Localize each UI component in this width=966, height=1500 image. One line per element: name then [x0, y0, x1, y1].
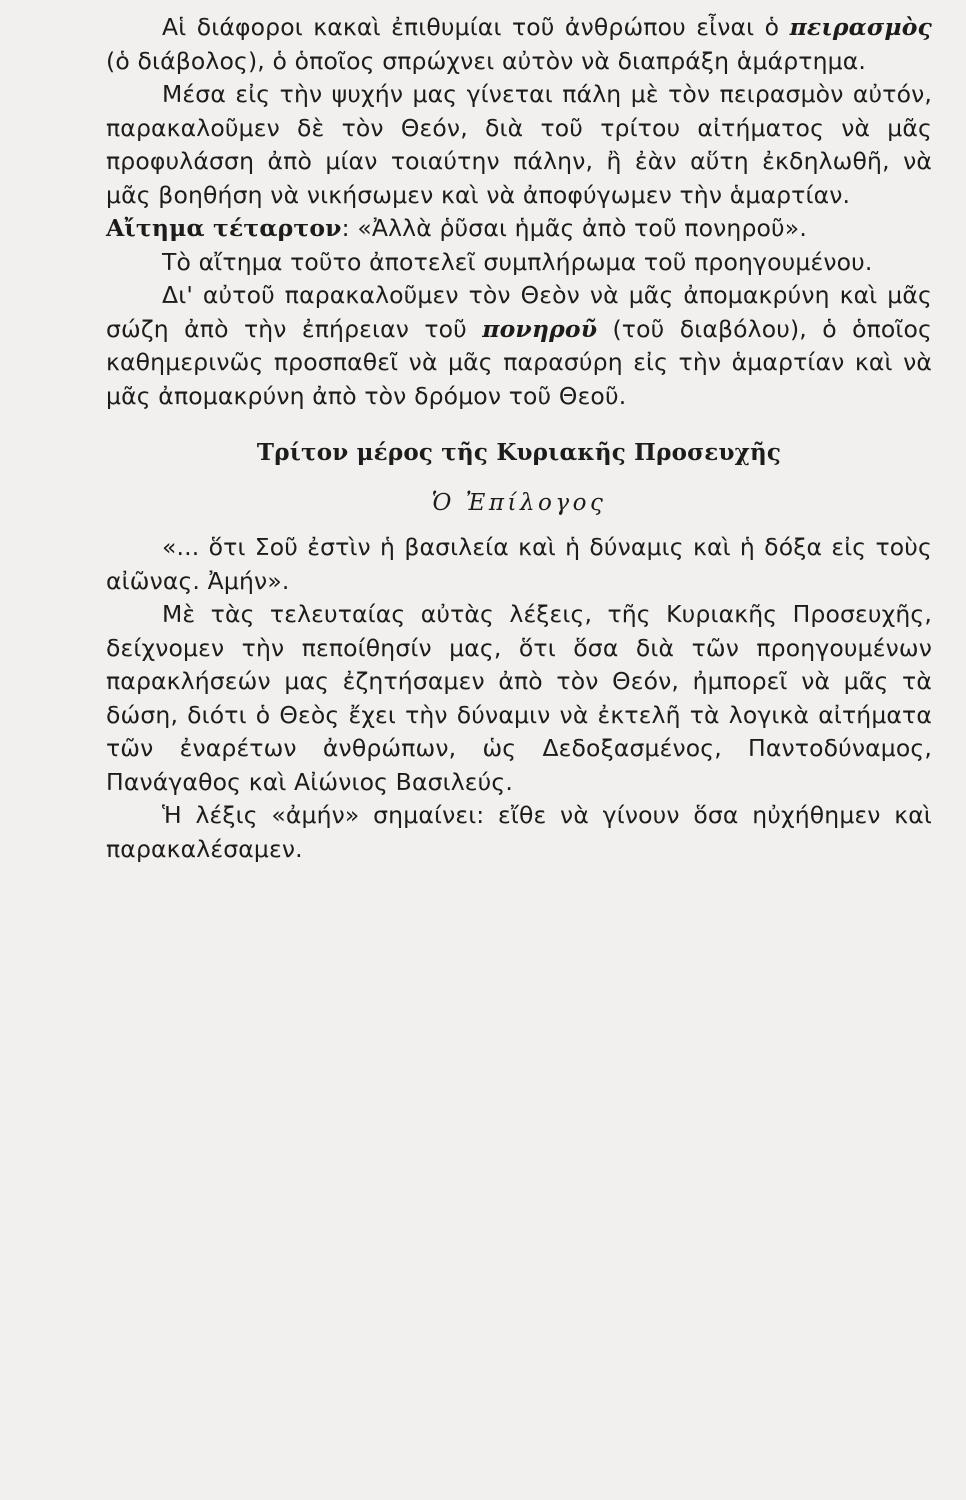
section-subheading: Ὁ Ἐπίλογος	[431, 490, 607, 516]
paragraph-doxology: «... ὅτι Σοῦ ἐστὶν ἡ βασιλεία καὶ ἡ δύναμις καὶ ἡ δόξα εἰς τοὺς αἰῶνας. Ἀμήν».	[106, 533, 932, 595]
paragraph-fourth-request	[106, 212, 932, 246]
document-page	[106, 0, 932, 866]
paragraph-last-words: Μὲ τὰς τελευταίας αὐτὰς λέξεις, τῆς Κυριακῆς Προσευχῆς, δείχνομεν τὴν πεποίθησίν μας, ὅτι ὅσα διὰ τῶν προηγουμένων παρακλήσεών μας ἐζητήσαμεν ἀπὸ τὸν Θεόν, ἠμπορεῖ νὰ μᾶς τὰ δώση, διότι ὁ Θεὸς ἔχει τὴν δύναμιν νὰ ἐκτελῆ τὰ λογικὰ αἰτήματα τῶν ἐναρέτων ἀνθρώπων, ὡς Δεδοξασμένος, Παντοδύναμος, Πανάγαθος καὶ Αἰώνιος Βασιλεύς.	[106, 600, 932, 796]
paragraph-amen: Ἡ λέξις «ἀμήν» σημαίνει: εἴθε νὰ γίνουν ὅσα ηὐχήθημεν καὶ παρακαλέσαμεν.	[106, 801, 932, 863]
fourth-request-label: Αἴτημα τέταρτον	[106, 214, 342, 242]
section-heading: Τρίτον μέρος τῆς Κυριακῆς Προσευχῆς	[256, 439, 782, 466]
paragraph-evil-one	[106, 279, 932, 413]
paragraph-supplement: Τὸ αἴτημα τοῦτο ἀποτελεῖ συμπλήρωμα τοῦ προηγουμένου.	[162, 247, 873, 276]
paragraph-text: (τοῦ διαβόλου), ὁ ὁποῖος καθημερινῶς προσπαθεῖ νὰ μᾶς παρασύρη εἰς τὴν ἁμαρτίαν καὶ νὰ μᾶς ἀπομακρύνη ἀπὸ τὸν δρόμον τοῦ Θεοῦ.	[106, 314, 932, 410]
emphasis-temptation: πειρασμὸς	[789, 13, 932, 41]
emphasis-evil-one: πονηροῦ	[482, 314, 598, 343]
paragraph-text: Αἱ διάφοροι κακαὶ ἐπιθυμίαι τοῦ ἀνθρώπου εἶναι ὁ	[162, 13, 790, 41]
paragraph-temptation	[106, 11, 932, 78]
paragraph-text: (ὁ διάβολος), ὁ ὁποῖος σπρώχνει αὐτὸν νὰ διαπράξη ἁμάρτημα.	[106, 46, 867, 75]
fourth-request-quote: : «Ἀλλὰ ῥῦσαι ἡμᾶς ἀπὸ τοῦ πονηροῦ».	[341, 214, 807, 242]
paragraph-struggle: Μέσα εἰς τὴν ψυχήν μας γίνεται πάλη μὲ τὸν πειρασμὸν αὐτόν, παρακαλοῦμεν δὲ τὸν Θεόν, διὰ τοῦ τρίτου αἰτήματος νὰ μᾶς προφυλάσση ἀπὸ μίαν τοιαύτην πάλην, ἢ ἐὰν αὕτη ἐκδηλωθῆ, νὰ μᾶς βοηθήση νὰ νικήσωμεν καὶ νὰ ἀποφύγωμεν τὴν ἁμαρτίαν.	[106, 80, 932, 209]
paragraph-text: Δι' αὐτοῦ παρακαλοῦμεν τὸν Θεὸν νὰ μᾶς ἀπομακρύνη καὶ μᾶς σώζη ἀπὸ τὴν ἐπήρειαν τοῦ	[106, 281, 932, 343]
